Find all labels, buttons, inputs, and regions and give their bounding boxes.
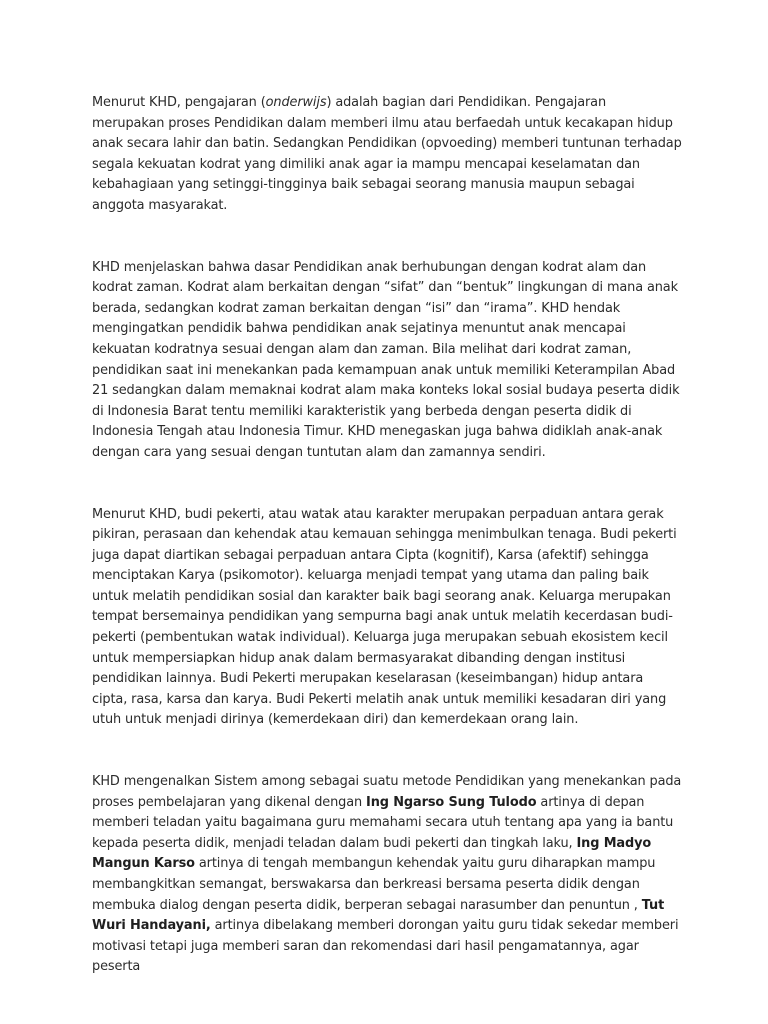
text-run: artinya di tengah membangun kehendak yaitu guru diharapkan mampu membangkitkan semangat, berswakarsa dan berkreasi bersama peserta didik dengan membuka dialog dengan peserta didik, berperan sebagai narasumber dan penuntun , — [92, 856, 656, 913]
text-run: artinya dibelakang memberi dorongan yaitu guru tidak sekedar memberi motivasi tetapi juga memberi saran dan rekomendasi dari hasil pengamatannya, agar peserta — [92, 918, 679, 975]
paragraph-sistem-among — [92, 772, 682, 978]
paragraph-pengajaran — [92, 93, 682, 217]
paragraph-budi-pekerti — [92, 505, 682, 732]
text-run: Menurut KHD, pengajaran ( — [92, 95, 266, 110]
text-run: KHD menjelaskan bahwa dasar Pendidikan anak berhubungan dengan kodrat alam dan kodrat zaman. Kodrat alam berkaitan dengan “sifat” dan “bentuk” lingkungan di mana anak berada, sedangkan kodrat zaman berkaitan dengan “isi” dan “irama”. KHD hendak mengingatkan pendidik bahwa pendidikan anak sejatinya menuntut anak mencapai kekuatan kodratnya sesuai dengan alam dan zaman. Bila melihat dari kodrat zaman, pendidikan saat ini menekankan pada kemampuan anak untuk memiliki Keterampilan Abad 21 sedangkan dalam memaknai kodrat alam maka konteks lokal sosial budaya peserta didik di Indonesia Barat tentu memiliki karakteristik yang berbeda dengan peserta didik di Indonesia Tengah atau Indonesia Timur. KHD menegaskan juga bahwa didiklah anak-anak dengan cara yang sesuai dengan tuntutan alam dan zamannya sendiri. — [92, 259, 680, 460]
paragraph-kodrat — [92, 258, 682, 464]
bold-term: Ing Madyo Mangun Karso — [92, 835, 652, 872]
italic-term: onderwijs — [265, 95, 327, 110]
bold-term: Ing Ngarso Sung Tulodo — [366, 794, 537, 810]
text-run: Menurut KHD, budi pekerti, atau watak atau karakter merupakan perpaduan antara gerak pikiran, perasaan dan kehendak atau kemauan sehingga menimbulkan tenaga. Budi pekerti juga dapat diartikan sebagai perpaduan antara Cipta (kognitif), Karsa (afektif) sehingga menciptakan Karya (psikomotor). keluarga menjadi tempat yang utama dan paling baik untuk melatih pendidikan sosial dan karakter baik bagi seorang anak. Keluarga merupakan tempat bersemainya pendidikan yang sempurna bagi anak untuk melatih kecerdasan budi-pekerti (pembentukan watak individual). Keluarga juga merupakan sebuah ekosistem kecil untuk mempersiapkan hidup anak dalam bermasyarakat dibanding dengan institusi pendidikan lainnya. Budi Pekerti merupakan keselarasan (keseimbangan) hidup antara cipta, rasa, karsa dan karya. Budi Pekerti melatih anak untuk memiliki kesadaran diri yang utuh untuk menjadi dirinya (kemerdekaan diri) dan kemerdekaan orang lain. — [92, 506, 677, 728]
document-body — [92, 93, 682, 1019]
bold-term: Tut Wuri Handayani, — [92, 897, 665, 934]
text-run: artinya di depan memberi teladan yaitu bagaimana guru memahami secara utuh tentang apa yang ia bantu kepada peserta didik, menjadi teladan dalam budi pekerti dan tingkah laku, — [92, 794, 674, 851]
text-run: KHD mengenalkan Sistem among sebagai suatu metode Pendidikan yang menekankan pada proses pembelajaran yang dikenal dengan — [92, 774, 682, 810]
text-run: ) adalah bagian dari Pendidikan. Pengajaran merupakan proses Pendidikan dalam memberi ilmu atau berfaedah untuk kecakapan hidup anak secara lahir dan batin. Sedangkan Pendidikan (opvoeding) memberi tuntunan terhadap segala kekuatan kodrat yang dimiliki anak agar ia mampu mencapai keselamatan dan kebahagiaan yang setinggi-tingginya baik sebagai seorang manusia maupun sebagai anggota masyarakat. — [92, 95, 682, 213]
